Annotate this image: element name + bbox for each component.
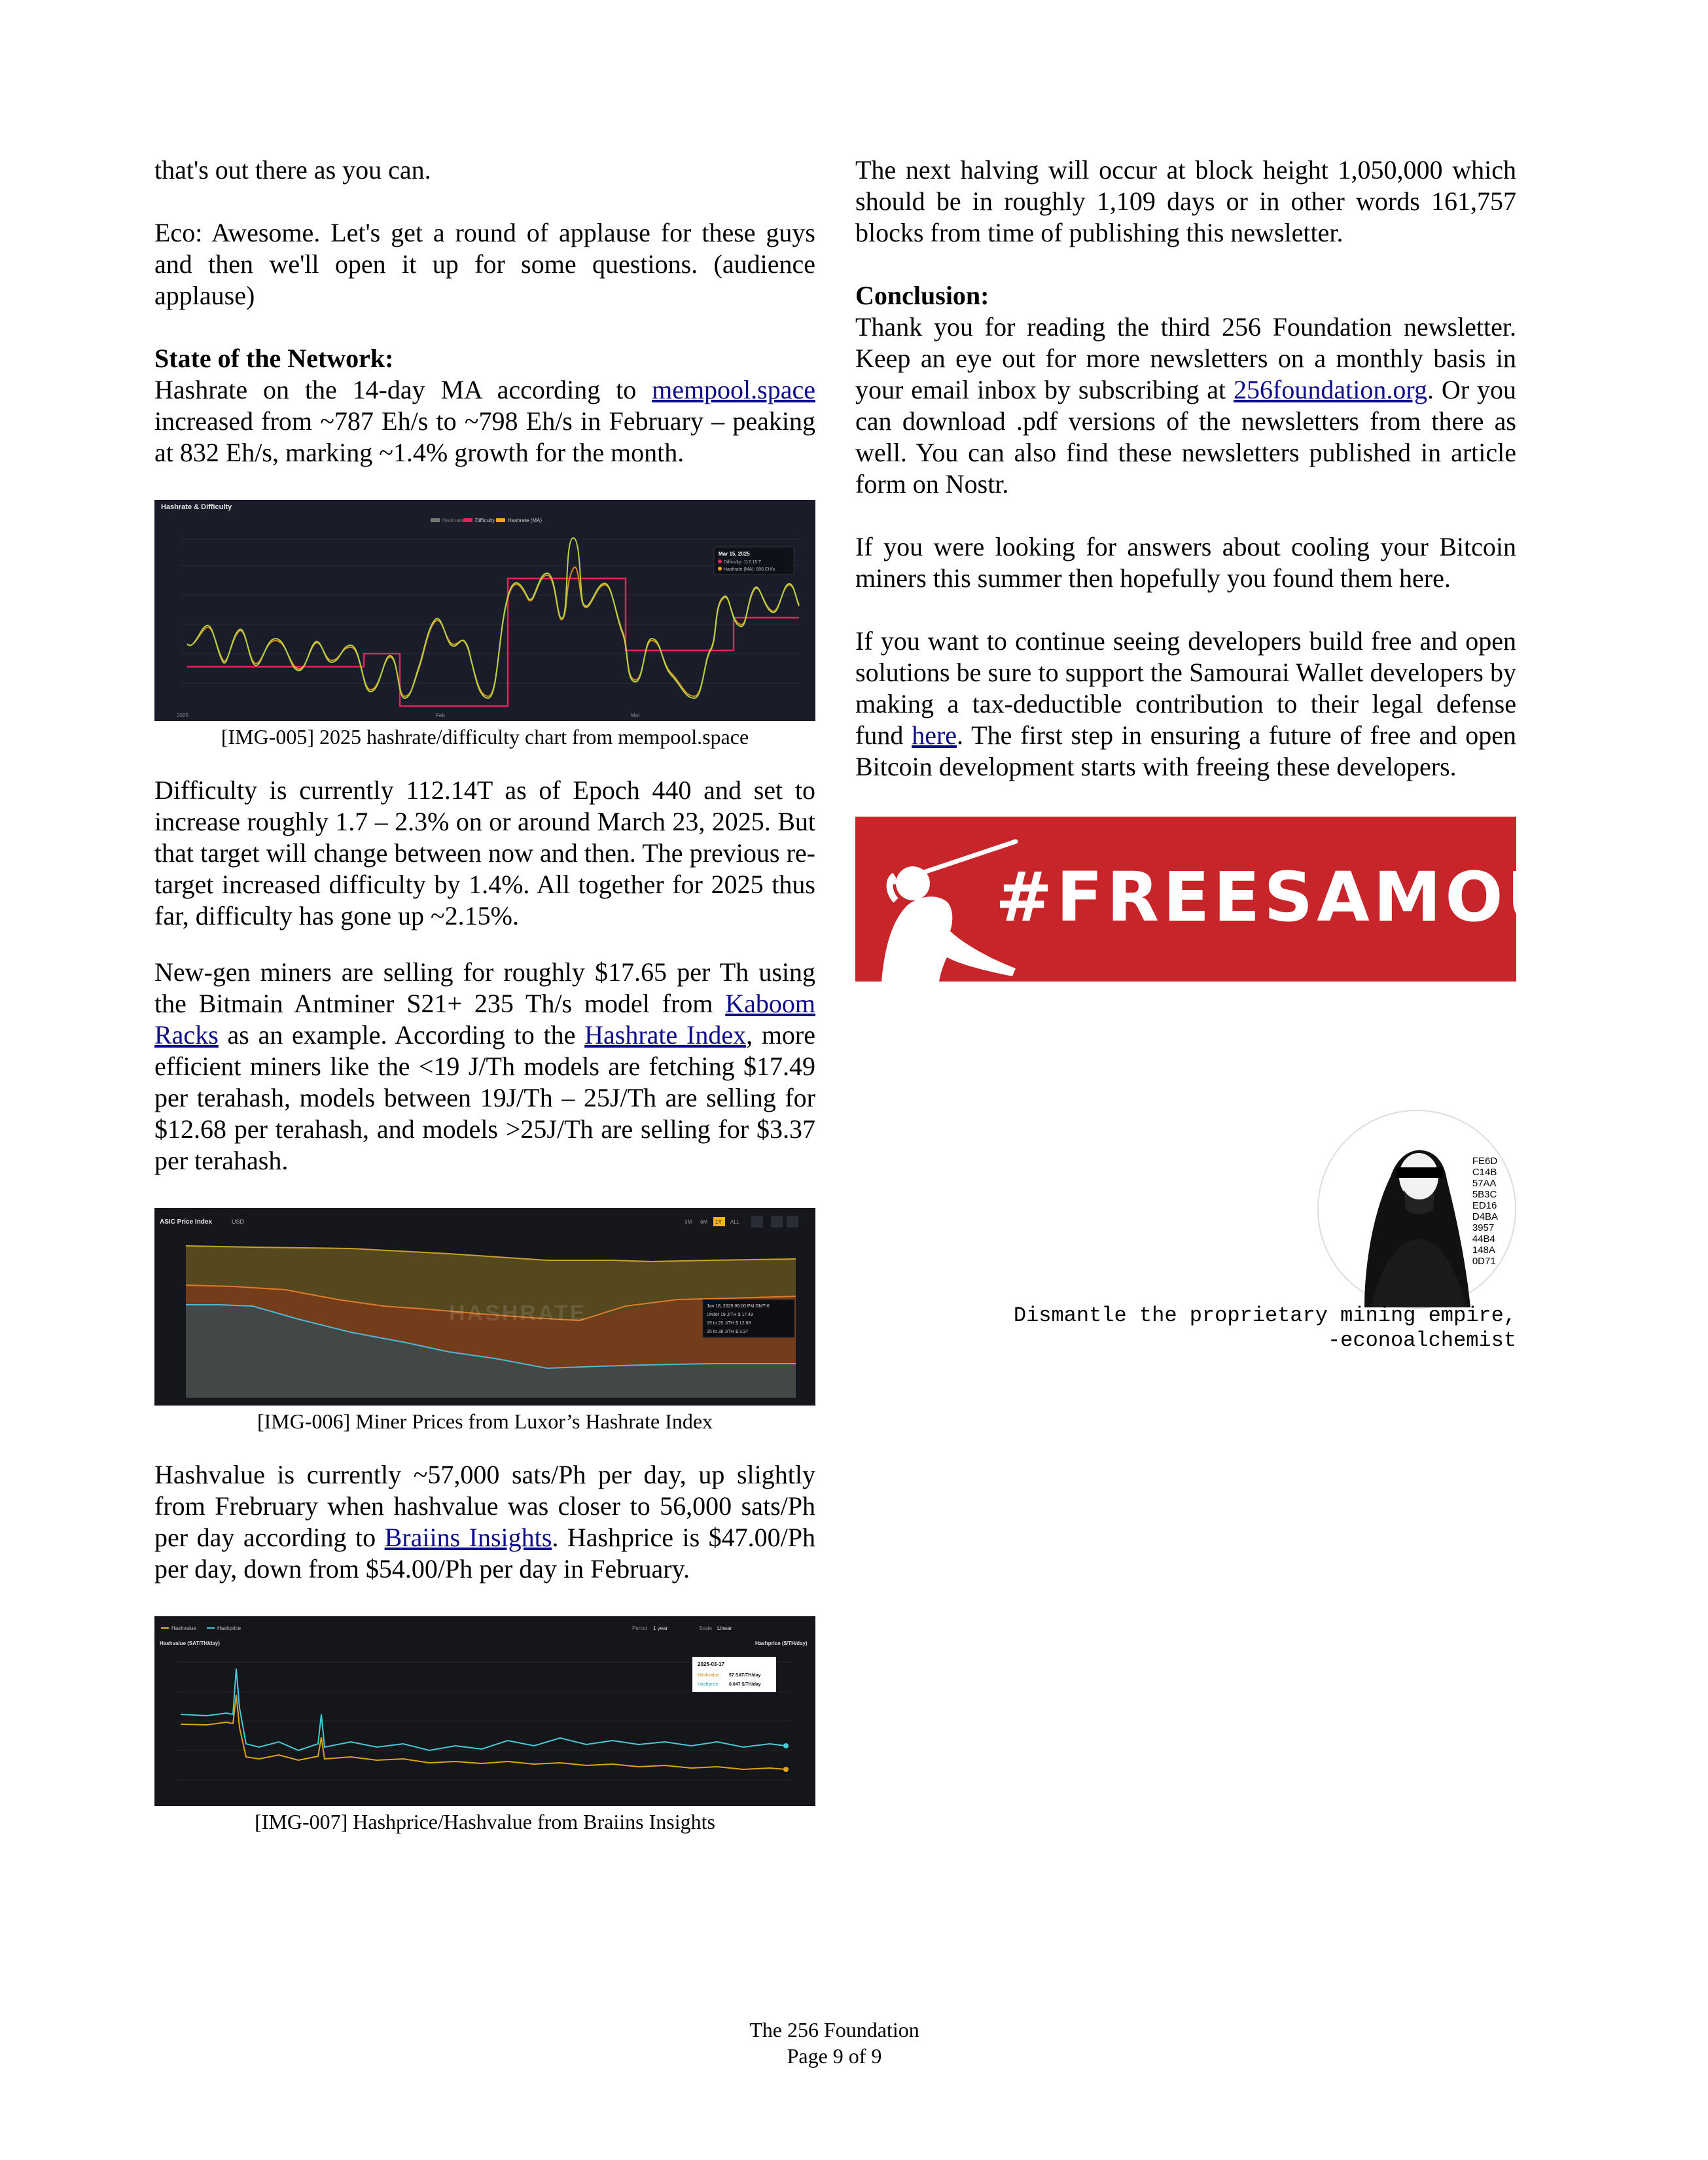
conclusion-heading: Conclusion: — [855, 281, 989, 310]
signoff-line-1: Dismantle the proprietary mining empire, — [1013, 1303, 1516, 1328]
banner-hashtag: #FREESAMOURAI — [995, 857, 1708, 937]
braiins-tooltip-date: 2025-03-17 — [698, 1661, 724, 1667]
tooltip-date: Mar 15, 2025 — [719, 551, 750, 557]
img006-caption: [IMG-006] Miner Prices from Luxor’s Hashrate Index — [257, 1409, 713, 1433]
foundation-link[interactable]: 256foundation.org — [1234, 375, 1427, 404]
asic-tooltip-25-38: 25 to 38 J/TH $ 3.37 — [707, 1330, 749, 1334]
braiins-tooltip-hp: 0.047 $/TH/day — [729, 1682, 761, 1687]
hashrate-text-b: increased from ~787 Eh/s to ~798 Eh/s in February – peaking at 832 Eh/s, marking ~1.4% growth for the month. — [154, 406, 815, 467]
footer-org: The 256 Foundation — [749, 2018, 919, 2042]
range-1y[interactable]: 1Y — [715, 1219, 722, 1225]
halving-paragraph: The next halving will occur at block height 1,050,000 which should be in roughly 1,109 days or in other words 161,757 blocks from time of publishing this newsletter. — [855, 155, 1516, 247]
hashvalue-paragraph — [154, 1459, 815, 1585]
difficulty-paragraph: Difficulty is currently 112.14T as of Epoch 440 and set to increase roughly 1.7 – 2.3% on or around March 23, 2025. But that target will change between now and then. The previous re-target increased difficulty by 1.4%. All together for 2025 thus far, difficulty has gone up ~2.15%. — [154, 775, 815, 930]
legend-hashvalue: Hashvalue — [171, 1625, 196, 1631]
legend-difficulty: Difficulty — [475, 518, 495, 523]
braiins-tooltip-hp-label: Hashprice — [698, 1682, 719, 1687]
hashrate-text-a: Hashrate on the 14-day MA according to — [154, 375, 652, 404]
hashrate-difficulty-chart — [154, 500, 815, 721]
tooltip-difficulty-dot — [718, 559, 722, 563]
hashvalue-current-marker — [783, 1743, 789, 1748]
asic-currency: USD — [232, 1218, 245, 1225]
tooltip-difficulty: Difficulty: 112.15 T — [724, 560, 762, 565]
fingerprint-line: ED16 — [1472, 1200, 1497, 1211]
fingerprint-line: 3957 — [1472, 1222, 1495, 1233]
miners-text-c: , more efficient miners like the <19 J/Th models are fetching $17.49 per terahash, models between 19J/Th – 25J/Th are selling for $12.68 per terahash, and models >25J/Th are selling for $3.37 per terahash. — [154, 1020, 816, 1175]
legend-hashrate: Hashrate — [442, 518, 464, 523]
legend-hashrate-ma: Hashrate (MA) — [508, 518, 543, 523]
miners-text-a: New-gen miners are selling for roughly $17.65 per Th using the Bitmain Antminer S21+ 235 Th/s model from — [154, 957, 815, 1018]
share-icon[interactable] — [751, 1216, 763, 1228]
chart-title: Hashrate & Difficulty — [161, 503, 232, 511]
network-heading: State of the Network: — [154, 344, 394, 373]
x-tick-mar: Mar — [631, 713, 640, 718]
signoff-line-2: -econoalchemist — [1327, 1328, 1516, 1353]
cooling-paragraph: If you were looking for answers about cooling your Bitcoin miners this summer then hopefully you found them here. — [855, 532, 1516, 593]
thanks-text-a: Thank you for reading the third 256 Foundation newsletter. Keep an eye out for more newsletters on a monthly basis in your email inbox by subscribing at — [855, 312, 1516, 404]
hashvalue-text-a: Hashvalue is currently ~57,000 sats/Ph per day, up slightly from Frebruary when hashvalue was closer to 56,000 sats/Ph per day according to — [154, 1460, 815, 1552]
hashprice-hashvalue-chart — [154, 1616, 815, 1806]
x-tick-start: 2025 — [177, 713, 188, 718]
range-6m[interactable]: 6M — [700, 1219, 708, 1225]
miners-text-b: as an example. According to the — [218, 1020, 585, 1050]
miners-paragraph — [154, 957, 815, 1177]
samourai-text-b: . The first step in ensuring a future of free and open Bitcoin development starts with freeing these developers. — [855, 720, 1516, 781]
legend-hashprice: Hashprice — [217, 1625, 241, 1631]
kaboom-racks-link[interactable]: Kaboom Racks — [154, 989, 815, 1050]
signoff — [1014, 1303, 1516, 1353]
camera-icon[interactable] — [771, 1216, 783, 1228]
fingerprint-line: 148A — [1472, 1245, 1495, 1256]
hashvalue-text-b: . Hashprice is $47.00/Ph per day, down from $54.00/Ph per day in February. — [154, 1523, 815, 1584]
samourai-paragraph — [855, 626, 1516, 783]
legend-hashrate-swatch — [431, 518, 440, 522]
right-axis-label: Hashprice ($/TH/day) — [755, 1640, 808, 1646]
fingerprint-line: 57AA — [1472, 1178, 1497, 1189]
braiins-tooltip-hv: 57 SAT/TH/day — [729, 1673, 761, 1678]
range-all[interactable]: ALL — [730, 1219, 740, 1225]
footer-page-number: Page 9 of 9 — [787, 2044, 882, 2068]
hashrate-paragraph — [154, 374, 815, 469]
fullscreen-icon[interactable] — [787, 1216, 798, 1228]
fingerprint-line: FE6D — [1472, 1156, 1498, 1167]
page-footer — [0, 2017, 1669, 2069]
asic-price-index-chart — [154, 1208, 815, 1406]
legend-difficulty-swatch — [463, 518, 472, 522]
free-samourai-banner — [855, 817, 1708, 982]
period-label: Period — [632, 1625, 648, 1631]
scale-select[interactable]: Linear — [717, 1625, 732, 1631]
left-axis-label: Hashvalue (SAT/TH/day) — [160, 1640, 220, 1646]
hashprice-series-line — [181, 1695, 786, 1769]
signature-block — [855, 1110, 1516, 1385]
hashrate-series-line — [187, 538, 799, 698]
thanks-text-b: . Or you can download .pdf versions of the newsletters from there as well. You can also find these newsletters published in article form on Nostr. — [855, 375, 1516, 499]
thanks-paragraph — [855, 311, 1516, 500]
tooltip-hashrate: Hashrate (MA): 806 EH/s — [724, 567, 775, 572]
asic-tooltip-date: Jan 18, 2025 06:00 PM GMT-6 — [707, 1304, 770, 1309]
hashprice-current-marker — [783, 1767, 789, 1772]
braiins-tooltip-hv-label: Hashvalue — [698, 1673, 720, 1678]
fingerprint-line: D4BA — [1472, 1211, 1498, 1222]
mempool-link[interactable]: mempool.space — [652, 375, 815, 404]
fingerprint-line: 0D71 — [1472, 1256, 1496, 1267]
braiins-link[interactable]: Braiins Insights — [384, 1523, 552, 1552]
legend-hashrate-ma-swatch — [496, 518, 505, 522]
pgp-fingerprint — [1472, 1156, 1498, 1267]
asic-tooltip-19-25: 19 to 25 J/TH $ 12.68 — [707, 1321, 751, 1326]
asic-chart-title: ASIC Price Index — [160, 1218, 213, 1226]
asic-tooltip-under19: Under 19 J/TH $ 17.49 — [707, 1313, 753, 1317]
x-tick-feb: Feb — [436, 713, 445, 718]
img005-caption: [IMG-005] 2025 hashrate/difficulty chart from mempool.space — [221, 725, 749, 749]
intro-paragraph-end: that's out there as you can. — [154, 155, 431, 185]
hashrate-index-link[interactable]: Hashrate Index — [584, 1020, 747, 1050]
right-column — [855, 154, 1708, 1385]
defense-fund-link[interactable]: here — [912, 720, 957, 750]
samourai-text-a: If you want to continue seeing developers build free and open solutions be sure to support the Samourai Wallet developers by making a tax-deductible contribution to their legal defense fund — [855, 626, 1516, 750]
scale-label: Scale — [699, 1625, 713, 1631]
tooltip-hashrate-dot — [718, 567, 722, 571]
period-select[interactable]: 1 year — [653, 1625, 668, 1631]
eco-paragraph: Eco: Awesome. Let's get a round of applause for these guys and then we'll open it up for some questions. (audience applause) — [154, 218, 815, 310]
fingerprint-line: 44B4 — [1472, 1233, 1495, 1245]
hashrate-ma-series-line — [187, 567, 799, 696]
left-column — [154, 154, 815, 1835]
range-3m[interactable]: 3M — [685, 1219, 692, 1225]
img007-caption: [IMG-007] Hashprice/Hashvalue from Braiins Insights — [255, 1810, 715, 1833]
hashrate-watermark: HASHRATE — [449, 1301, 587, 1326]
fingerprint-line: C14B — [1472, 1167, 1497, 1178]
fingerprint-line: 5B3C — [1472, 1189, 1497, 1200]
